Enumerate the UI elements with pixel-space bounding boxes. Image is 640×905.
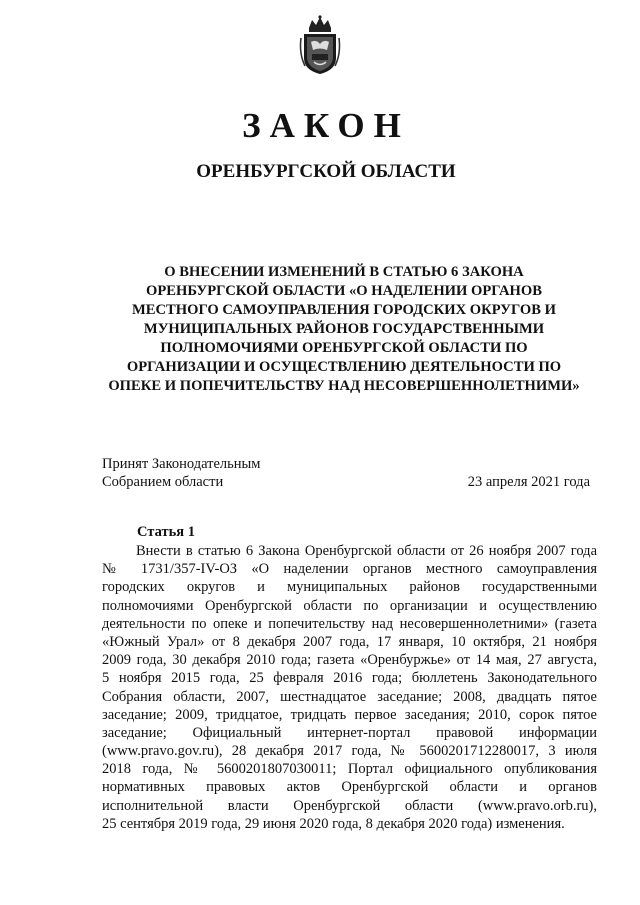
- article-body: [102, 542, 597, 833]
- article-line: Собрания области, 2007, шестнадцатое заседание; 2008, двадцать пятое: [102, 688, 597, 705]
- article-line: № 1731/357-IV-ОЗ «О наделении органов местного самоуправления: [102, 561, 597, 578]
- adopted-line: Собранием области: [102, 474, 224, 490]
- article-line: 25 сентября 2019 года, 29 июня 2020 года, 8 декабря 2020 года) изменения.: [102, 815, 565, 832]
- article-heading: Статья 1: [137, 524, 195, 540]
- adopted-by: [102, 455, 260, 491]
- region-title: ОРЕНБУРГСКОЙ ОБЛАСТИ: [196, 161, 456, 182]
- subject-line: ОРГАНИЗАЦИИ И ОСУЩЕСТВЛЕНИЮ ДЕЯТЕЛЬНОСТИ ПО: [126, 359, 562, 375]
- article-line: городских округов и муниципальных районов государственными: [102, 579, 597, 596]
- subject-line: МУНИЦИПАЛЬНЫХ РАЙОНОВ ГОСУДАРСТВЕННЫМИ: [143, 321, 545, 337]
- article-line: 2009 года, 30 декабря 2010 года; газета «Оренбуржье» от 14 мая, 27 августа,: [102, 652, 597, 669]
- article-line: Внести в статью 6 Закона Оренбургской области от 26 ноября 2007 года: [136, 543, 597, 559]
- subject-line: ОПЕКЕ И ПОПЕЧИТЕЛЬСТВУ НАД НЕСОВЕРШЕННОЛЕТНИМИ»: [108, 378, 580, 394]
- subject-line: ПОЛНОМОЧИЯМИ ОРЕНБУРГСКОЙ ОБЛАСТИ ПО: [160, 340, 528, 356]
- adopted-date: 23 апреля 2021 года: [467, 474, 590, 490]
- article-line: 5 ноября 2015 года, 25 февраля 2016 года; бюллетень Законодательного: [102, 670, 597, 687]
- article-line: «Южный Урал» от 8 декабря 2007 года, 17 января, 10 октября, 21 ноября: [102, 633, 597, 650]
- subject-line: ОРЕНБУРГСКОЙ ОБЛАСТИ «О НАДЕЛЕНИИ ОРГАНОВ: [146, 283, 542, 299]
- article-line: (www.pravo.gov.ru), 28 декабря 2017 года, № 5600201712280017, 3 июля: [102, 743, 597, 760]
- adopted-line: Принят Законодательным: [102, 456, 261, 472]
- article-line: деятельности по опеке и попечительству над несовершеннолетними» (газета: [102, 615, 597, 632]
- article-line: заседание; 2009, тридцатое, тридцать первое заседания; 2010, сорок пятое: [102, 706, 597, 723]
- subject-line: МЕСТНОГО САМОУПРАВЛЕНИЯ ГОРОДСКИХ ОКРУГОВ И: [131, 302, 556, 318]
- law-subject-heading: [104, 263, 584, 396]
- article-line: нормативных правовых актов Оренбургской области и органов: [102, 779, 597, 796]
- article-line: исполнительной власти Оренбургской области (www.pravo.orb.ru),: [102, 797, 597, 814]
- coat-of-arms-icon: [298, 14, 342, 76]
- article-line: полномочиями Оренбургской области по организации и осуществлению: [102, 597, 597, 614]
- article-line: заседание; Официальный интернет-портал правовой информации: [102, 724, 597, 741]
- article-line: 2018 года, № 5600201807030011; Портал официального опубликования: [102, 761, 597, 778]
- subject-line: О ВНЕСЕНИИ ИЗМЕНЕНИЙ В СТАТЬЮ 6 ЗАКОНА: [164, 264, 524, 280]
- law-title: ЗАКОН: [242, 106, 410, 145]
